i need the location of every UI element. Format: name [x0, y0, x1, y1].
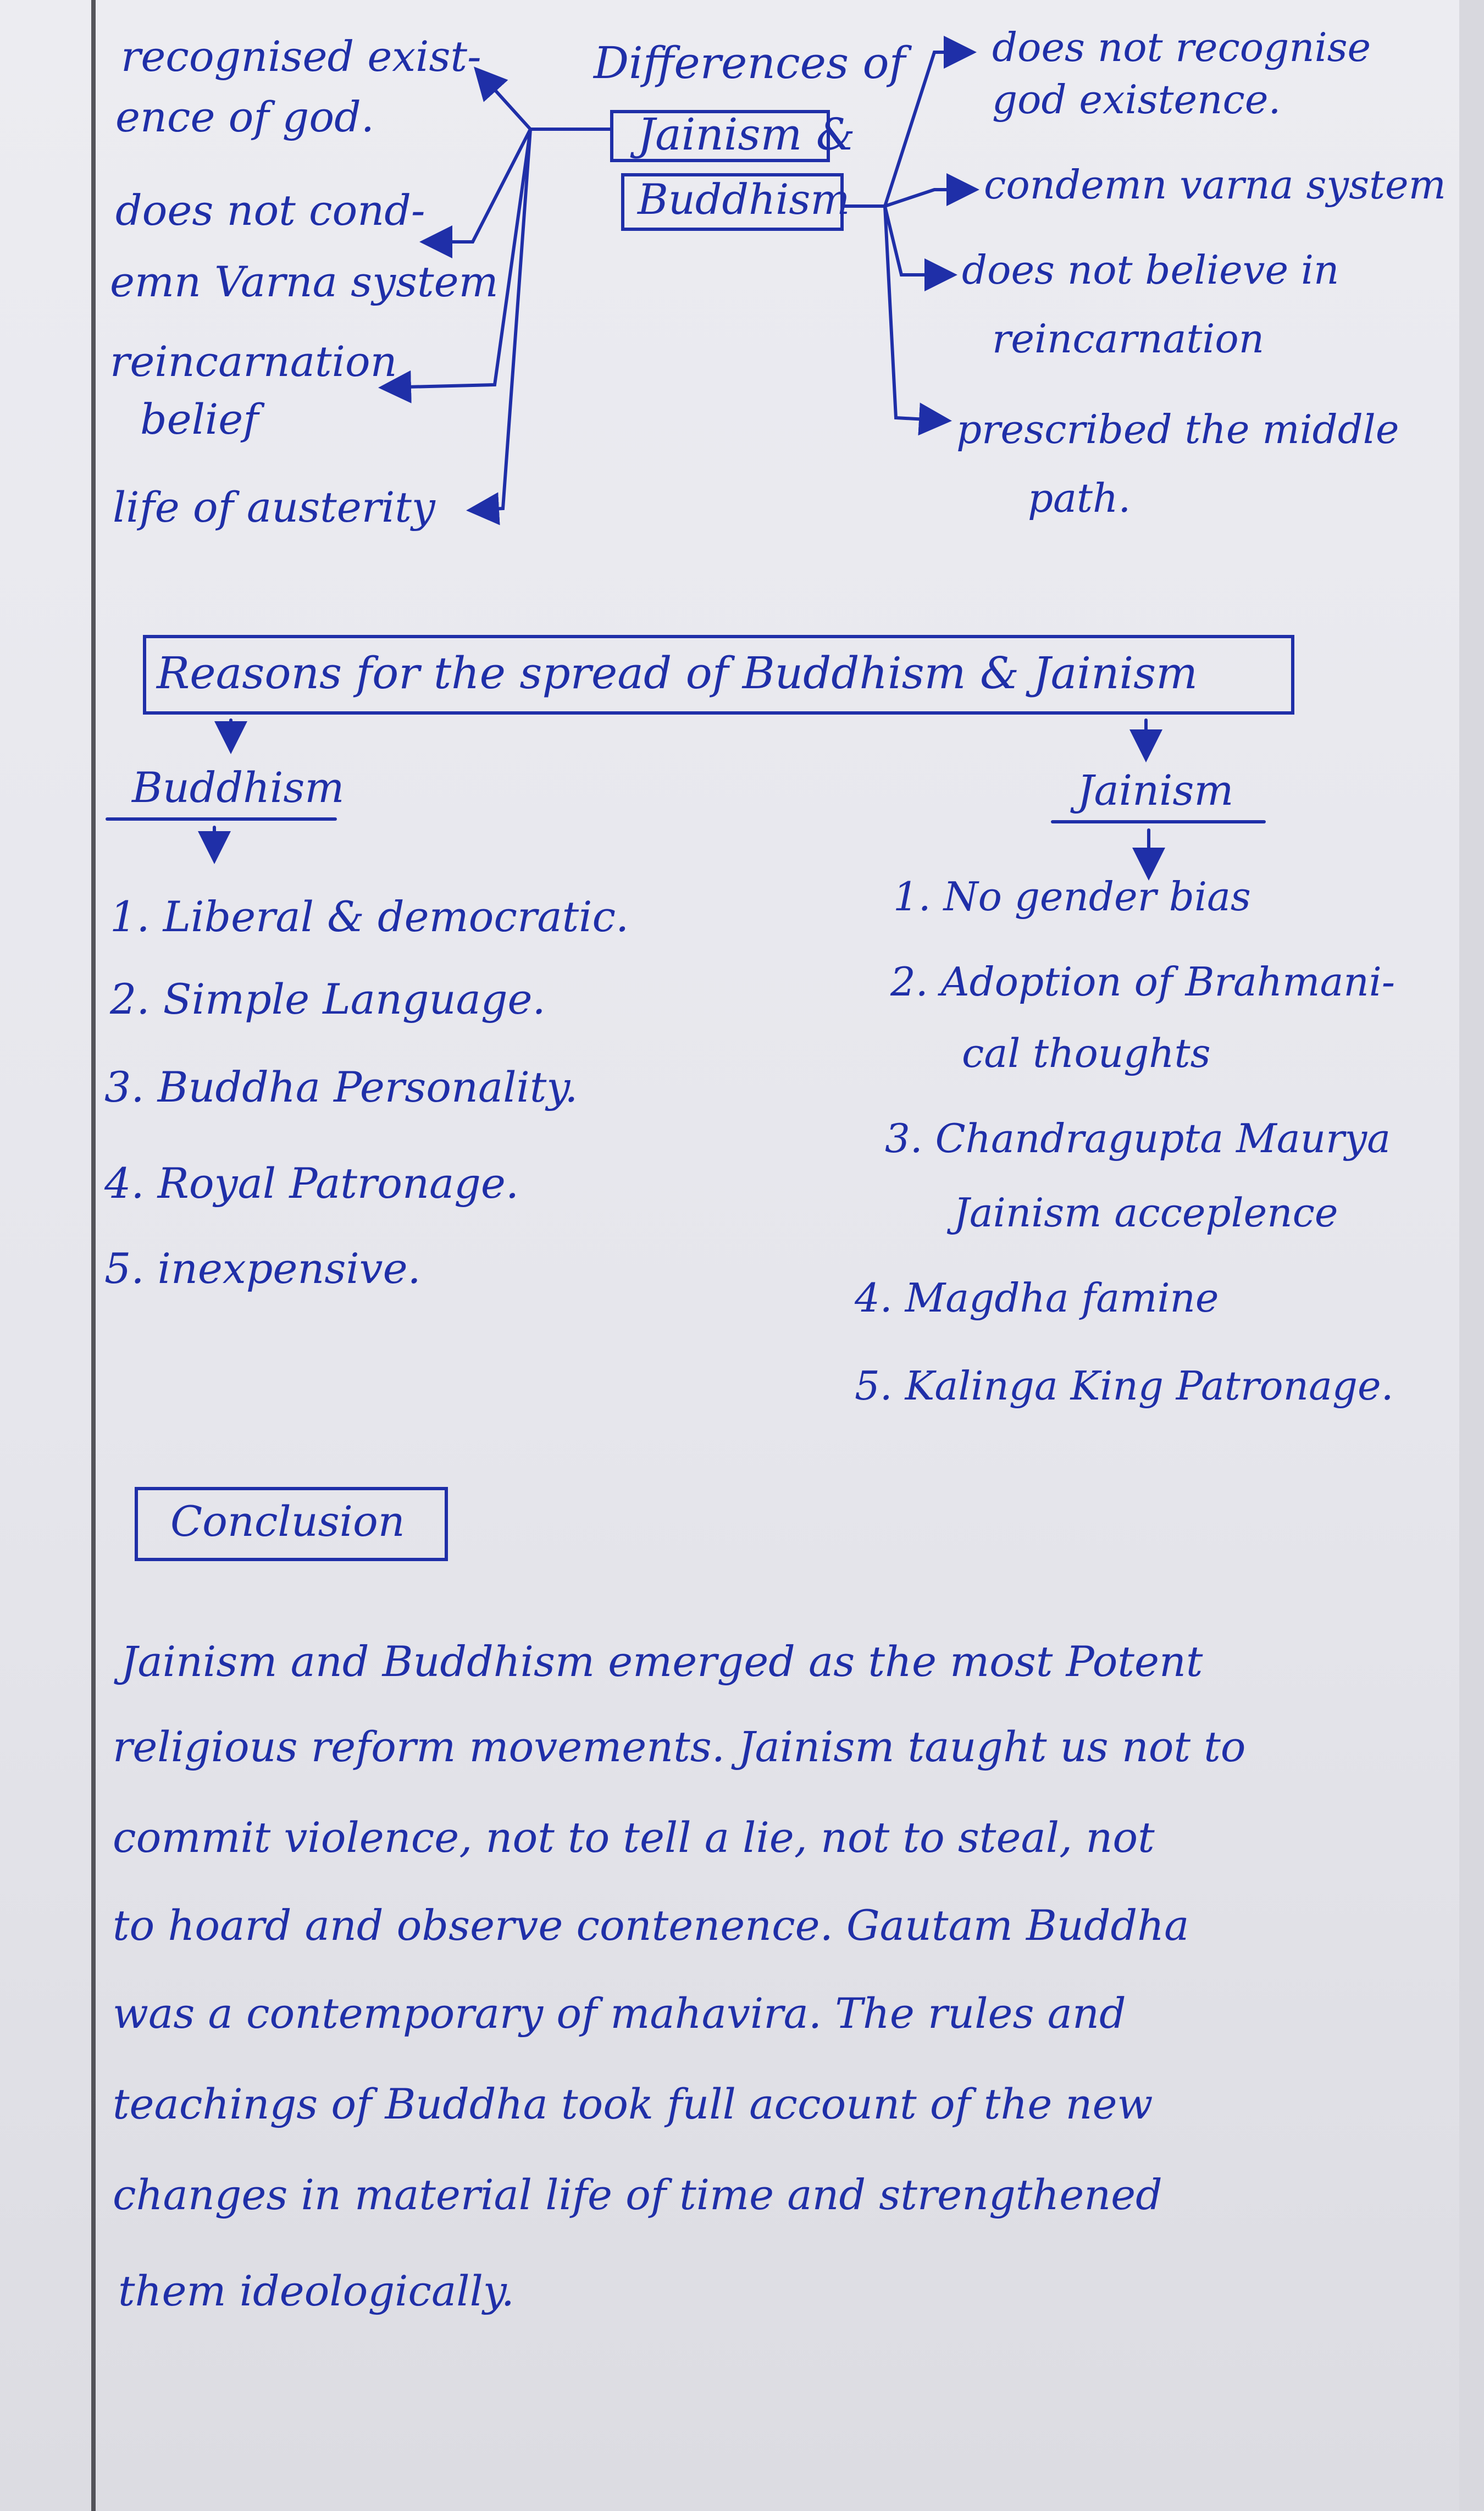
- buddhism-point-1b: god existence.: [992, 76, 1281, 123]
- conclusion-line-4: to hoard and observe contenence. Gautam Buddha: [113, 1901, 1189, 1950]
- jainism-point-2a: does not cond-: [115, 186, 425, 235]
- differences-title-line1: Differences of: [594, 37, 906, 89]
- jainism-point-2b: emn Varna system: [110, 257, 499, 306]
- buddhism-reason-3: 3. Buddha Personality.: [104, 1063, 578, 1111]
- jainism-reason-5: 5. Kalinga King Patronage.: [855, 1363, 1394, 1409]
- conclusion-heading: Conclusion: [170, 1497, 405, 1546]
- jainism-point-3b: belief: [140, 395, 259, 444]
- buddhism-point-3a: does not believe in: [962, 247, 1339, 293]
- conclusion-line-6: teachings of Buddha took full account of the new: [113, 2079, 1153, 2128]
- conclusion-line-2: religious reform movements. Jainism taught us not to: [113, 1722, 1246, 1771]
- conclusion-line-1: Jainism and Buddhism emerged as the most Potent: [121, 1637, 1203, 1686]
- conclusion-line-8: them ideologically.: [118, 2266, 514, 2315]
- jainism-point-1a: recognised exist-: [121, 32, 481, 81]
- conclusion-line-5: was a contemporary of mahavira. The rules and: [113, 1989, 1126, 2038]
- jainism-point-4: life of austerity: [113, 483, 435, 532]
- buddhism-reason-5: 5. inexpensive.: [104, 1244, 421, 1293]
- buddhism-point-4a: prescribed the middle: [956, 406, 1399, 452]
- jainism-reason-2a: 2. Adoption of Brahmani-: [890, 959, 1396, 1005]
- jainism-reason-2b: cal thoughts: [962, 1030, 1211, 1076]
- buddhism-reason-1: 1. Liberal & democratic.: [110, 892, 629, 941]
- buddhism-point-3b: reincarnation: [992, 316, 1265, 362]
- buddhism-point-4b: path.: [1028, 475, 1131, 521]
- jainism-point-1b: ence of god.: [115, 92, 374, 141]
- conclusion-line-7: changes in material life of time and strengthened: [113, 2170, 1162, 2219]
- jainism-reason-3b: Jainism acceplence: [954, 1190, 1338, 1236]
- buddhism-reason-4: 4. Royal Patronage.: [104, 1159, 519, 1208]
- buddhism-point-1a: does not recognise: [992, 24, 1371, 70]
- differences-title-line2: Jainism &: [638, 109, 856, 160]
- jainism-heading: Jainism: [1077, 766, 1234, 815]
- conclusion-line-3: commit violence, not to tell a lie, not to steal, not: [113, 1813, 1155, 1862]
- reasons-title: Reasons for the spread of Buddhism & Jainism: [157, 648, 1198, 699]
- buddhism-reason-2: 2. Simple Language.: [110, 975, 546, 1024]
- jainism-point-3a: reincarnation: [110, 337, 397, 386]
- buddhism-point-2: condemn varna system: [984, 162, 1446, 208]
- jainism-reason-4: 4. Magdha famine: [855, 1275, 1219, 1321]
- buddhism-heading: Buddhism: [132, 763, 345, 812]
- jainism-reason-3a: 3. Chandragupta Maurya: [885, 1115, 1391, 1162]
- differences-title-line3: Buddhism: [638, 175, 850, 224]
- jainism-reason-1: 1. No gender bias: [893, 873, 1251, 920]
